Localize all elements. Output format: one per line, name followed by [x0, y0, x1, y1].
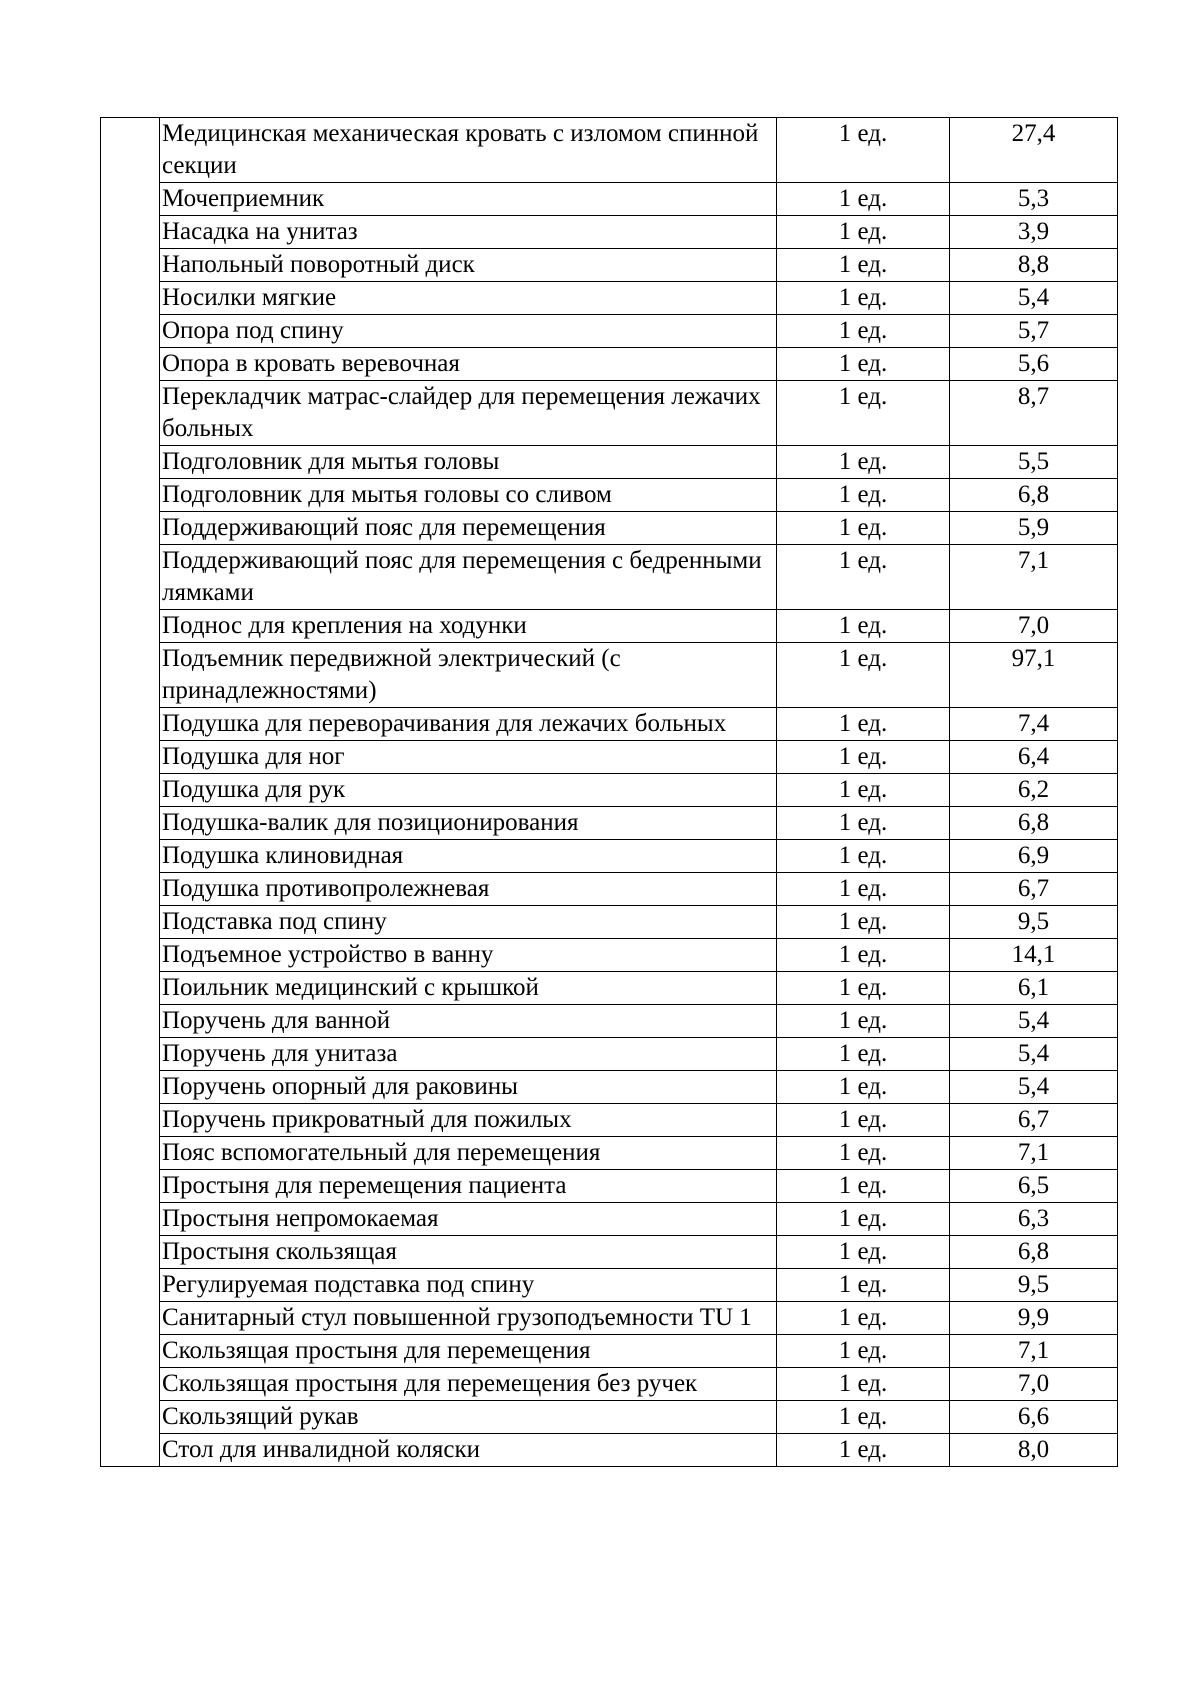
item-price-cell: 9,5: [950, 1269, 1118, 1302]
item-name-cell: Подъемник передвижной электрический (с принадлежностями): [160, 643, 777, 708]
item-name-cell: Простыня для перемещения пациента: [160, 1170, 777, 1203]
table-row: [101, 1401, 1118, 1434]
item-qty-cell: 1 ед.: [777, 1005, 950, 1038]
item-qty-cell: 1 ед.: [777, 1401, 950, 1434]
table-row: [101, 1170, 1118, 1203]
item-qty-cell: 1 ед.: [777, 972, 950, 1005]
item-qty-cell: 1 ед.: [777, 1335, 950, 1368]
item-qty-cell: 1 ед.: [777, 545, 950, 610]
item-price-cell: 5,9: [950, 512, 1118, 545]
item-price-cell: 14,1: [950, 939, 1118, 972]
table-row: [101, 1434, 1118, 1467]
item-qty-cell: 1 ед.: [777, 446, 950, 479]
table-row: [101, 1236, 1118, 1269]
table-row: [101, 381, 1118, 446]
item-qty-cell: 1 ед.: [777, 479, 950, 512]
item-qty-cell: 1 ед.: [777, 1137, 950, 1170]
table-row: [101, 512, 1118, 545]
item-price-cell: 5,7: [950, 315, 1118, 348]
table-row: [101, 1137, 1118, 1170]
table-row: [101, 1335, 1118, 1368]
table-row: [101, 906, 1118, 939]
item-name-cell: Напольный поворотный диск: [160, 249, 777, 282]
item-name-cell: Поддерживающий пояс для перемещения с бедренными лямками: [160, 545, 777, 610]
item-price-cell: 7,1: [950, 1335, 1118, 1368]
item-price-cell: 7,4: [950, 708, 1118, 741]
item-qty-cell: 1 ед.: [777, 183, 950, 216]
table-row: [101, 708, 1118, 741]
item-qty-cell: 1 ед.: [777, 282, 950, 315]
item-name-cell: Подушка-валик для позиционирования: [160, 807, 777, 840]
item-name-cell: Поручень для унитаза: [160, 1038, 777, 1071]
item-qty-cell: 1 ед.: [777, 807, 950, 840]
item-name-cell: Подставка под спину: [160, 906, 777, 939]
item-name-cell: Опора под спину: [160, 315, 777, 348]
item-qty-cell: 1 ед.: [777, 1302, 950, 1335]
table-row: [101, 1302, 1118, 1335]
item-price-cell: 6,7: [950, 1104, 1118, 1137]
item-price-cell: 5,6: [950, 348, 1118, 381]
item-qty-cell: 1 ед.: [777, 1368, 950, 1401]
item-qty-cell: 1 ед.: [777, 1170, 950, 1203]
item-qty-cell: 1 ед.: [777, 1236, 950, 1269]
item-price-cell: 8,7: [950, 381, 1118, 446]
item-name-cell: Санитарный стул повышенной грузоподъемности TU 1: [160, 1302, 777, 1335]
item-qty-cell: 1 ед.: [777, 741, 950, 774]
item-name-cell: Подушка клиновидная: [160, 840, 777, 873]
item-name-cell: Подголовник для мытья головы: [160, 446, 777, 479]
item-qty-cell: 1 ед.: [777, 1071, 950, 1104]
table-row: [101, 774, 1118, 807]
table-row: [101, 216, 1118, 249]
item-price-cell: 7,1: [950, 545, 1118, 610]
item-name-cell: Медицинская механическая кровать с изломом спинной секции: [160, 118, 777, 183]
equipment-table: [100, 117, 1118, 1467]
item-price-cell: 5,4: [950, 282, 1118, 315]
item-name-cell: Перекладчик матрас-слайдер для перемещения лежачих больных: [160, 381, 777, 446]
item-qty-cell: 1 ед.: [777, 906, 950, 939]
item-qty-cell: 1 ед.: [777, 216, 950, 249]
item-name-cell: Поильник медицинский с крышкой: [160, 972, 777, 1005]
table-row: [101, 249, 1118, 282]
table-row: [101, 348, 1118, 381]
table-row: [101, 1269, 1118, 1302]
item-price-cell: 6,8: [950, 479, 1118, 512]
number-column-cell: [101, 118, 160, 1467]
item-price-cell: 3,9: [950, 216, 1118, 249]
item-qty-cell: 1 ед.: [777, 873, 950, 906]
item-name-cell: Носилки мягкие: [160, 282, 777, 315]
item-name-cell: Скользящая простыня для перемещения: [160, 1335, 777, 1368]
item-price-cell: 9,5: [950, 906, 1118, 939]
table-body: [101, 118, 1118, 1467]
item-price-cell: 5,4: [950, 1038, 1118, 1071]
item-price-cell: 97,1: [950, 643, 1118, 708]
item-price-cell: 6,8: [950, 807, 1118, 840]
item-price-cell: 6,5: [950, 1170, 1118, 1203]
item-name-cell: Подголовник для мытья головы со сливом: [160, 479, 777, 512]
item-qty-cell: 1 ед.: [777, 512, 950, 545]
table-row: [101, 315, 1118, 348]
item-qty-cell: 1 ед.: [777, 643, 950, 708]
item-qty-cell: 1 ед.: [777, 840, 950, 873]
table-row: [101, 446, 1118, 479]
table-row: [101, 1038, 1118, 1071]
table-row: [101, 118, 1118, 183]
item-name-cell: Подушка для рук: [160, 774, 777, 807]
table-row: [101, 807, 1118, 840]
item-price-cell: 6,4: [950, 741, 1118, 774]
item-qty-cell: 1 ед.: [777, 1269, 950, 1302]
table-row: [101, 741, 1118, 774]
item-name-cell: Скользящий рукав: [160, 1401, 777, 1434]
item-price-cell: 5,3: [950, 183, 1118, 216]
item-name-cell: Поднос для крепления на ходунки: [160, 610, 777, 643]
table-row: [101, 479, 1118, 512]
table-row: [101, 840, 1118, 873]
table-row: [101, 183, 1118, 216]
item-price-cell: 6,1: [950, 972, 1118, 1005]
item-qty-cell: 1 ед.: [777, 1038, 950, 1071]
table-row: [101, 1104, 1118, 1137]
item-price-cell: 6,7: [950, 873, 1118, 906]
item-price-cell: 5,4: [950, 1005, 1118, 1038]
item-name-cell: Подушка для переворачивания для лежачих больных: [160, 708, 777, 741]
item-name-cell: Подушка для ног: [160, 741, 777, 774]
table-row: [101, 972, 1118, 1005]
item-name-cell: Поручень прикроватный для пожилых: [160, 1104, 777, 1137]
table-row: [101, 545, 1118, 610]
item-price-cell: 8,8: [950, 249, 1118, 282]
table-row: [101, 282, 1118, 315]
item-price-cell: 6,3: [950, 1203, 1118, 1236]
item-qty-cell: 1 ед.: [777, 774, 950, 807]
item-qty-cell: 1 ед.: [777, 118, 950, 183]
item-name-cell: Регулируемая подставка под спину: [160, 1269, 777, 1302]
item-price-cell: 7,0: [950, 1368, 1118, 1401]
item-qty-cell: 1 ед.: [777, 1104, 950, 1137]
item-price-cell: 8,0: [950, 1434, 1118, 1467]
item-price-cell: 7,1: [950, 1137, 1118, 1170]
item-qty-cell: 1 ед.: [777, 348, 950, 381]
item-price-cell: 6,9: [950, 840, 1118, 873]
item-name-cell: Опора в кровать веревочная: [160, 348, 777, 381]
table-row: [101, 1203, 1118, 1236]
item-price-cell: 7,0: [950, 610, 1118, 643]
item-price-cell: 6,8: [950, 1236, 1118, 1269]
item-qty-cell: 1 ед.: [777, 610, 950, 643]
item-price-cell: 5,5: [950, 446, 1118, 479]
item-name-cell: Насадка на унитаз: [160, 216, 777, 249]
item-price-cell: 9,9: [950, 1302, 1118, 1335]
item-qty-cell: 1 ед.: [777, 315, 950, 348]
table-row: [101, 610, 1118, 643]
item-price-cell: 5,4: [950, 1071, 1118, 1104]
item-name-cell: Скользящая простыня для перемещения без ручек: [160, 1368, 777, 1401]
item-name-cell: Подушка противопролежневая: [160, 873, 777, 906]
item-qty-cell: 1 ед.: [777, 1434, 950, 1467]
table-row: [101, 1368, 1118, 1401]
item-qty-cell: 1 ед.: [777, 249, 950, 282]
item-name-cell: Поручень для ванной: [160, 1005, 777, 1038]
item-name-cell: Поручень опорный для раковины: [160, 1071, 777, 1104]
item-qty-cell: 1 ед.: [777, 1203, 950, 1236]
item-qty-cell: 1 ед.: [777, 381, 950, 446]
item-price-cell: 27,4: [950, 118, 1118, 183]
item-name-cell: Подъемное устройство в ванну: [160, 939, 777, 972]
table-row: [101, 873, 1118, 906]
item-price-cell: 6,6: [950, 1401, 1118, 1434]
table-row: [101, 643, 1118, 708]
item-name-cell: Пояс вспомогательный для перемещения: [160, 1137, 777, 1170]
table-row: [101, 1071, 1118, 1104]
item-qty-cell: 1 ед.: [777, 708, 950, 741]
table-row: [101, 939, 1118, 972]
item-name-cell: Поддерживающий пояс для перемещения: [160, 512, 777, 545]
item-name-cell: Простыня непромокаемая: [160, 1203, 777, 1236]
item-name-cell: Простыня скользящая: [160, 1236, 777, 1269]
table-row: [101, 1005, 1118, 1038]
item-price-cell: 6,2: [950, 774, 1118, 807]
item-name-cell: Стол для инвалидной коляски: [160, 1434, 777, 1467]
item-qty-cell: 1 ед.: [777, 939, 950, 972]
item-name-cell: Мочеприемник: [160, 183, 777, 216]
